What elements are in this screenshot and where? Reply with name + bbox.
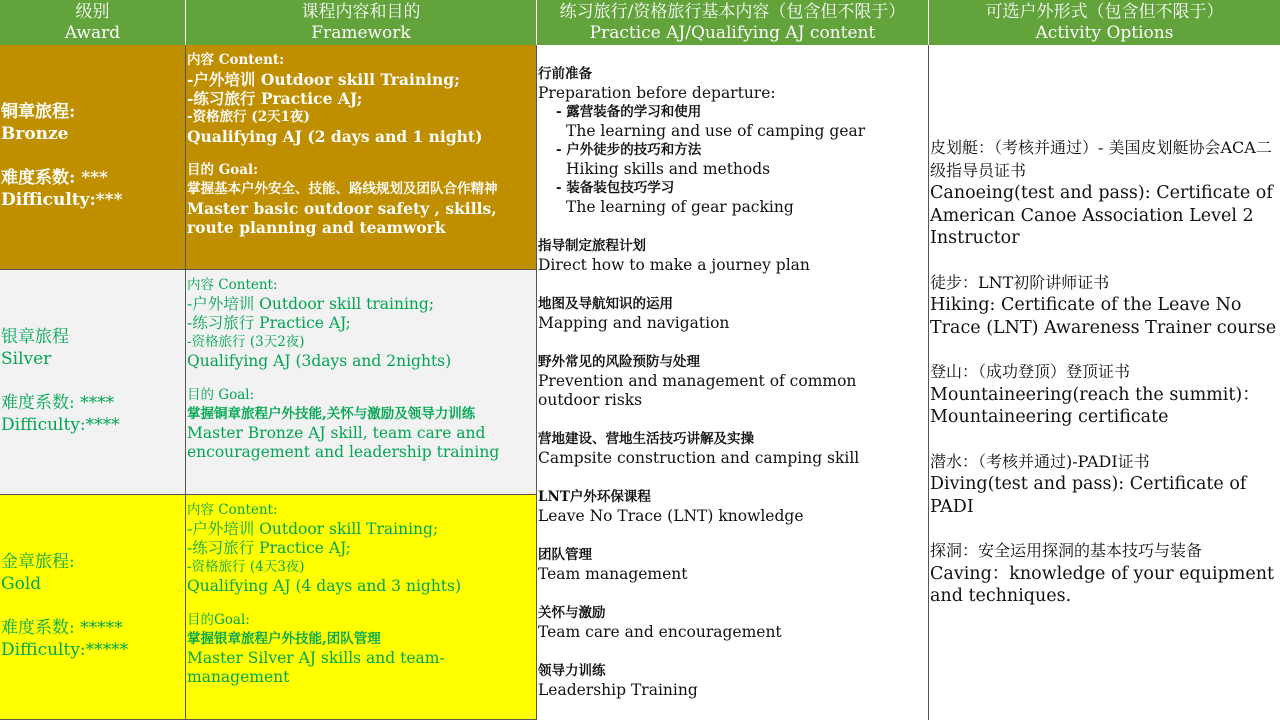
prep-item-en: The learning and use of camping gear <box>566 122 866 140</box>
goal-zh: 掌握基本户外安全、技能、路线规划及团队合作精神 <box>187 181 498 197</box>
content-title: 内容 Content: <box>187 277 278 293</box>
content-title: 内容 Content: <box>187 52 285 68</box>
framework-cell-bronze <box>186 45 537 270</box>
goal-title: 目的 Goal: <box>187 387 255 403</box>
content-line: -练习旅行 Practice AJ; <box>187 539 351 557</box>
award-name-en: Silver <box>1 349 52 369</box>
topic-en: Prevention and management of common outdoor risks <box>538 372 857 409</box>
activity-en: Hiking: Certificate of the Leave No Trace (LNT) Awareness Trainer course <box>930 295 1277 338</box>
topic-en: Campsite construction and camping skill <box>538 449 860 467</box>
award-cell-bronze <box>0 45 186 270</box>
award-cell-gold <box>0 495 186 720</box>
activity-en: Diving(test and pass): Certificate of PADI <box>930 474 1247 517</box>
activity-options-cell <box>929 45 1280 720</box>
goal-en: Master Bronze AJ skill, team care and encouragement and leadership training <box>187 424 500 461</box>
activity-en: Caving：knowledge of your equipment and techniques. <box>930 563 1275 606</box>
header-aj-content-en: Practice AJ/Qualifying AJ content <box>589 22 876 43</box>
content-line: -户外培训 Outdoor skill Training; <box>187 70 460 89</box>
activity-zh: 探洞：安全运用探洞的基本技巧与装备 <box>930 541 1203 560</box>
topic-en: Direct how to make a journey plan <box>538 256 810 274</box>
goal-zh: 掌握银章旅程户外技能,团队管理 <box>187 631 381 647</box>
activity-zh: 潜水：（考核并通过)-PADI证书 <box>930 451 1150 471</box>
award-name-zh: 金章旅程: <box>1 552 75 572</box>
header-framework-en: Framework <box>311 22 411 43</box>
prep-item-zh: - 露营装备的学习和使用 <box>556 104 702 120</box>
prep-title-zh: 行前准备 <box>538 66 592 82</box>
prep-item-en: The learning of gear packing <box>566 198 794 216</box>
content-line: Qualifying AJ (2 days and 1 night) <box>187 127 483 146</box>
framework-cell-gold <box>186 495 537 720</box>
topic-zh: 野外常见的风险预防与处理 <box>538 354 700 370</box>
prep-title-en: Preparation before departure: <box>538 84 776 102</box>
content-line: -资格旅行 (3天2夜) <box>187 334 305 350</box>
difficulty-en: Difficulty:**** <box>1 415 120 435</box>
header-award-en: Award <box>64 22 121 43</box>
difficulty-zh: 难度系数: **** <box>1 393 115 413</box>
content-line: -户外培训 Outdoor skill training; <box>187 295 435 313</box>
topic-zh: 地图及导航知识的运用 <box>538 296 673 312</box>
header-activity-options-zh: 可选户外形式（包含但不限于） <box>985 1 1224 22</box>
goal-zh: 掌握铜章旅程户外技能,关怀与激励及领导力训练 <box>187 406 476 422</box>
topic-zh: 关怀与激励 <box>538 605 606 621</box>
header-award <box>0 0 186 45</box>
topic-en: Leadership Training <box>538 681 698 699</box>
prep-item-zh: - 户外徒步的技巧和方法 <box>556 142 702 158</box>
activity-zh: 皮划艇：（考核并通过）- 美国皮划艇协会ACA二级指导员证书 <box>930 138 1272 180</box>
award-name-en: Gold <box>1 574 42 594</box>
content-line: -资格旅行 (4天3夜) <box>187 559 305 575</box>
difficulty-en: Difficulty:*** <box>1 190 123 210</box>
activity-en: Mountaineering(reach the summit)：Mountaineering certificate <box>930 384 1260 427</box>
prep-item-en: Hiking skills and methods <box>566 160 771 178</box>
header-activity-options <box>929 0 1280 45</box>
award-name-zh: 银章旅程 <box>1 327 69 347</box>
goal-en: Master Silver AJ skills and team-management <box>187 649 445 686</box>
activity-en: Canoeing(test and pass): Certificate of American Canoe Association Level 2 Instructor <box>930 183 1273 248</box>
content-title: 内容 Content: <box>187 502 278 518</box>
topic-zh: 团队管理 <box>538 547 592 563</box>
header-activity-options-en: Activity Options <box>1035 22 1174 43</box>
content-line: -练习旅行 Practice AJ; <box>187 89 363 108</box>
header-award-zh: 级别 <box>75 1 110 22</box>
goal-title: 目的 Goal: <box>187 162 259 178</box>
topic-en: Team care and encouragement <box>538 623 782 641</box>
activity-zh: 徒步：LNT初阶讲师证书 <box>930 272 1110 292</box>
topic-en: Team management <box>538 565 688 583</box>
topic-zh: LNT户外环保课程 <box>538 489 651 505</box>
content-line: -资格旅行 (2天1夜) <box>187 109 310 125</box>
content-line: -户外培训 Outdoor skill Training; <box>187 520 439 538</box>
difficulty-zh: 难度系数: *** <box>1 168 108 188</box>
activity-zh: 登山：（成功登顶）登顶证书 <box>930 362 1131 381</box>
award-name-zh: 铜章旅程: <box>1 102 76 122</box>
header-aj-content-zh: 练习旅行/资格旅行基本内容（包含但不限于） <box>559 1 906 22</box>
aj-content-cell <box>537 45 929 720</box>
framework-cell-silver <box>186 270 537 495</box>
goal-title: 目的Goal: <box>187 612 250 628</box>
goal-en: Master basic outdoor safety , skills, route planning and teamwork <box>187 199 497 237</box>
header-framework-zh: 课程内容和目的 <box>301 1 421 22</box>
award-name-en: Bronze <box>1 124 69 144</box>
content-line: Qualifying AJ (4 days and 3 nights) <box>187 577 462 595</box>
topic-zh: 指导制定旅程计划 <box>538 238 646 254</box>
topic-zh: 领导力训练 <box>538 663 606 679</box>
award-cell-silver <box>0 270 186 495</box>
topic-zh: 营地建设、营地生活技巧讲解及实操 <box>538 431 754 447</box>
topic-en: Leave No Trace (LNT) knowledge <box>538 507 804 525</box>
topic-en: Mapping and navigation <box>538 314 730 332</box>
difficulty-zh: 难度系数: ***** <box>1 618 123 638</box>
content-line: -练习旅行 Practice AJ; <box>187 314 351 332</box>
difficulty-en: Difficulty:***** <box>1 640 129 660</box>
header-aj-content <box>537 0 929 45</box>
prep-item-zh: - 装备装包技巧学习 <box>556 180 675 196</box>
header-framework <box>186 0 537 45</box>
content-line: Qualifying AJ (3days and 2nights) <box>187 352 452 370</box>
